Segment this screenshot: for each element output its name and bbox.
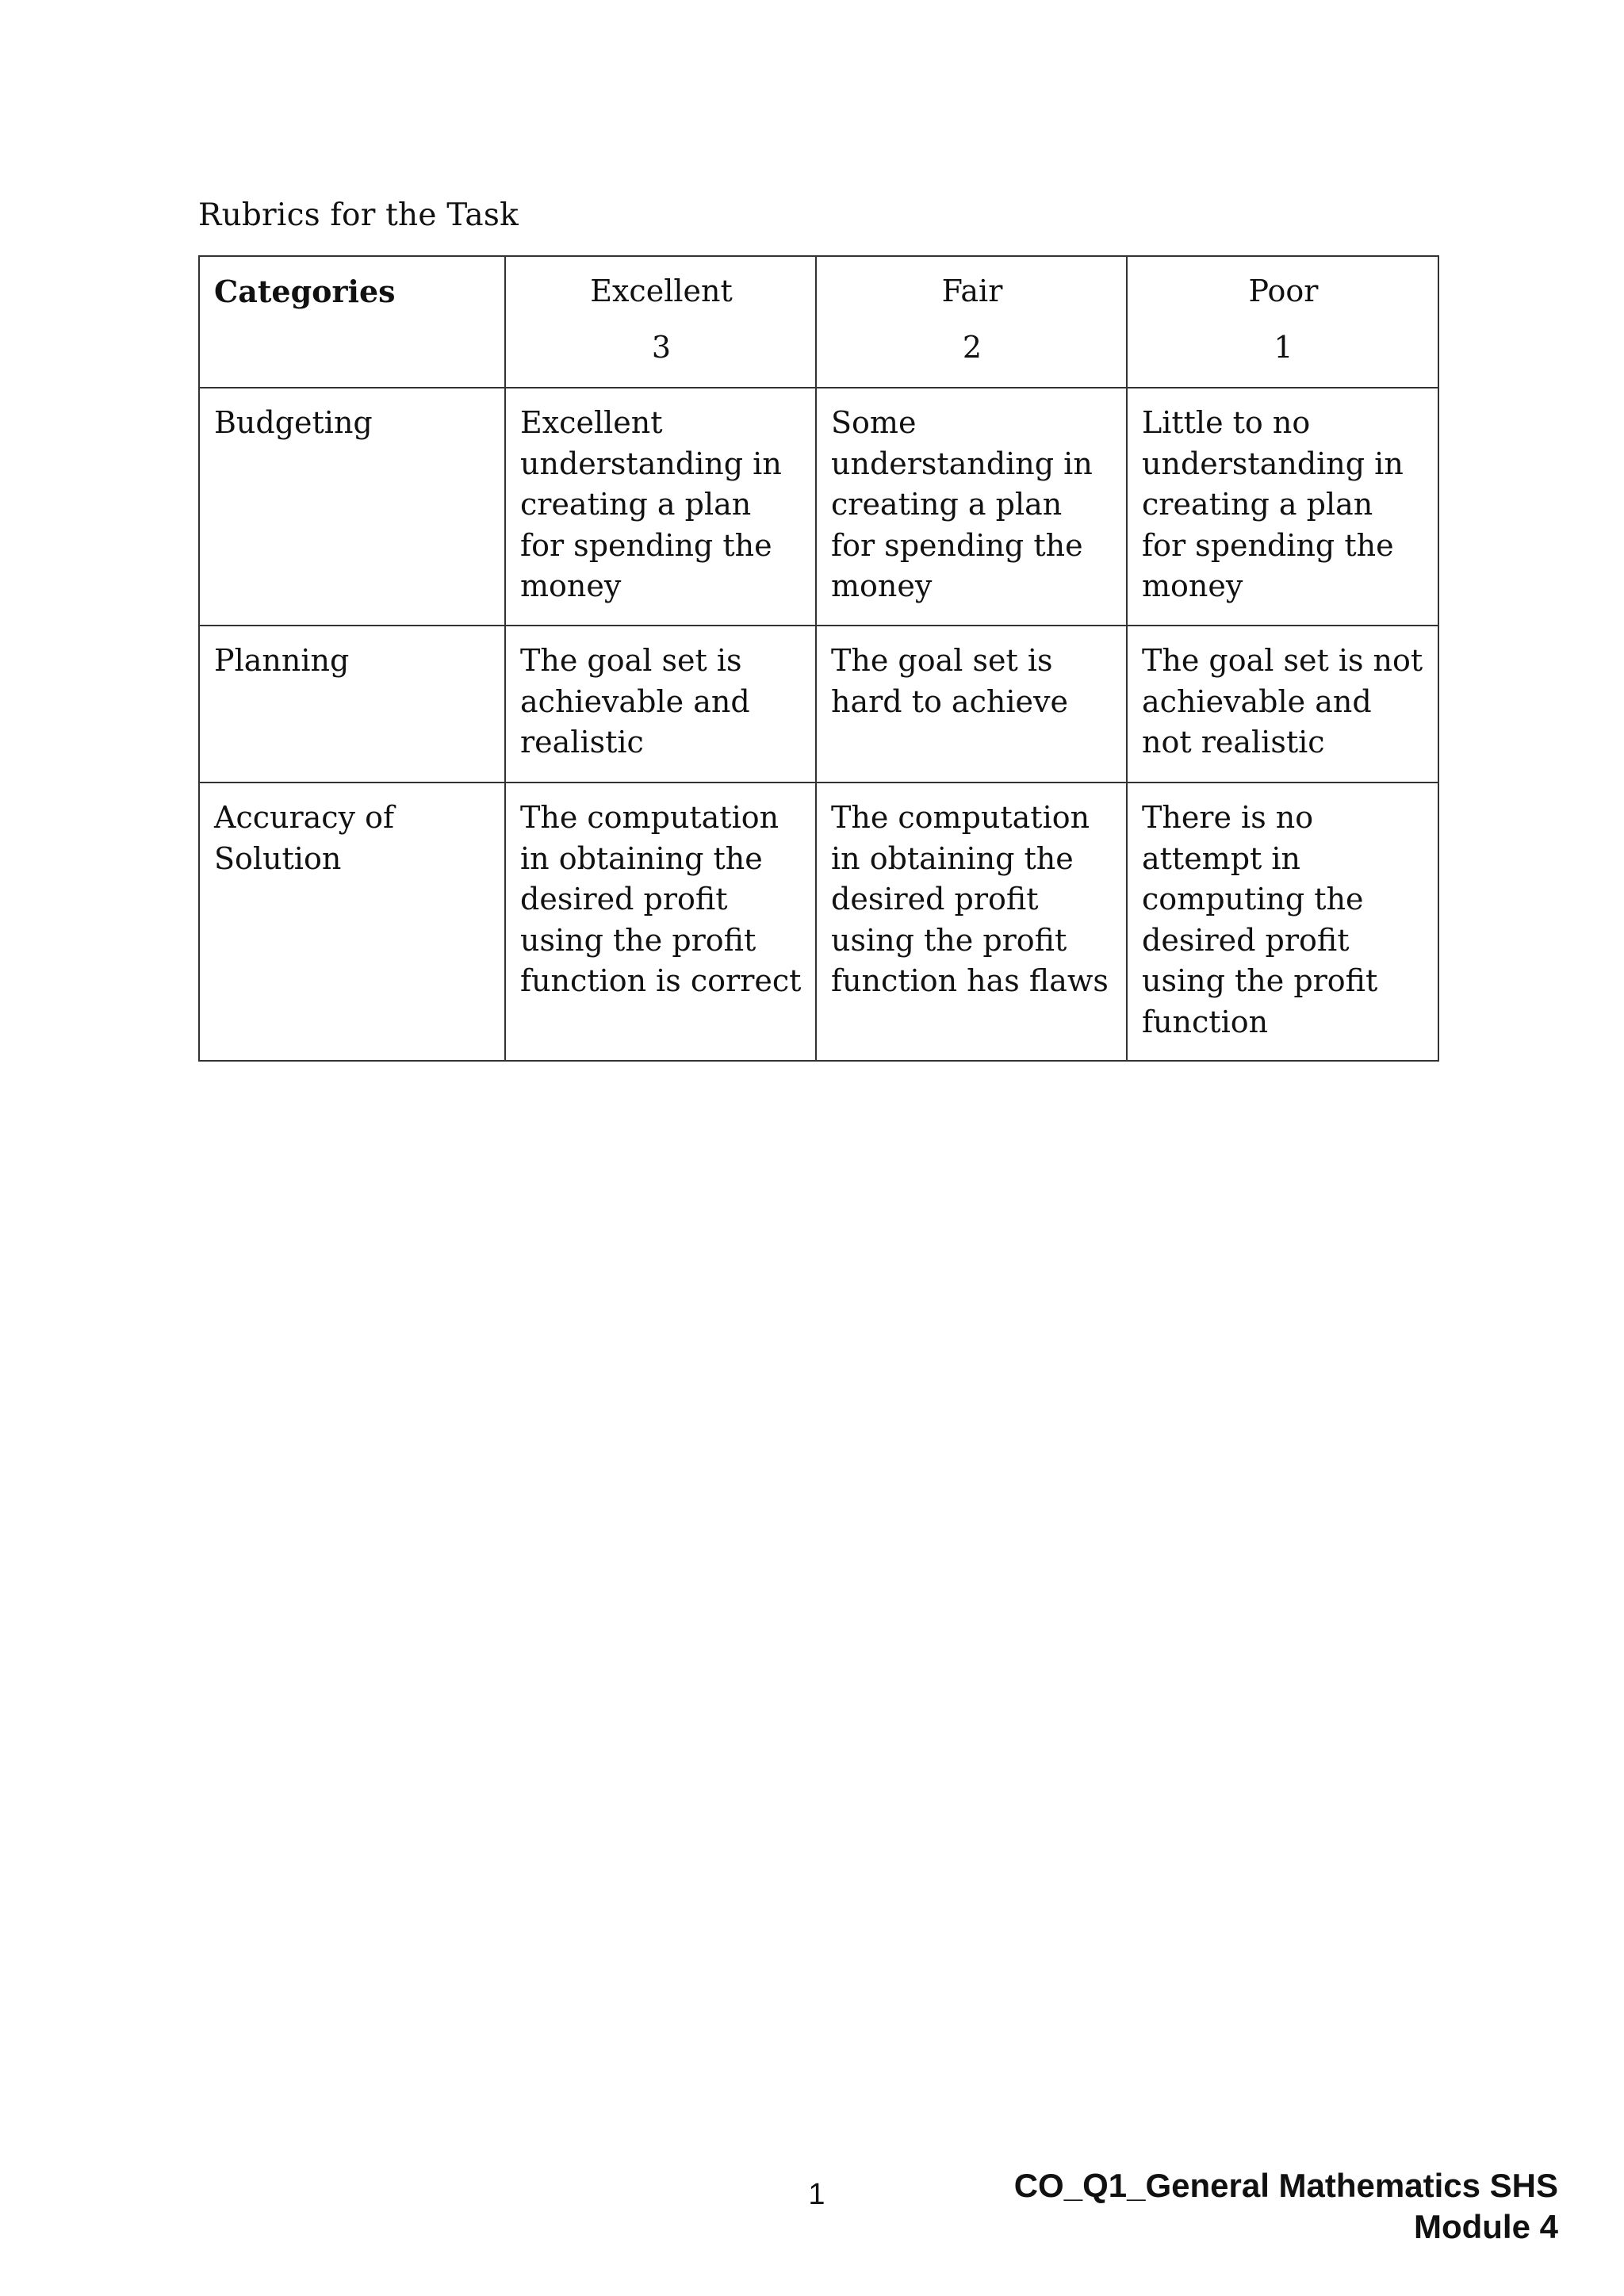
row-category-budgeting: Budgeting: [199, 388, 505, 626]
row-category-accuracy: Accuracy of Solution: [199, 783, 505, 1061]
level-name: Excellent: [590, 274, 733, 308]
table-cell: Some understanding in creating a plan for spending the money: [816, 388, 1127, 626]
level-score: 1: [1274, 329, 1293, 365]
table-row: [199, 388, 1438, 626]
table-cell: The computation in obtaining the desired profit using the profit function is correct: [505, 783, 816, 1061]
table-row: [199, 783, 1438, 1061]
level-name: Poor: [1248, 274, 1319, 308]
table-cell: There is no attempt in computing the desired profit using the profit function: [1127, 783, 1438, 1061]
table-cell: The goal set is not achievable and not realistic: [1127, 626, 1438, 783]
table-row: [199, 626, 1438, 783]
footer-module-code: [924, 2165, 1558, 2248]
table-cell: The goal set is achievable and realistic: [505, 626, 816, 783]
level-score: 2: [962, 329, 982, 365]
page-number: 1: [808, 2178, 825, 2211]
row-category-planning: Planning: [199, 626, 505, 783]
table-caption: Rubrics for the Task: [198, 197, 519, 233]
rubric-table: [198, 255, 1439, 1062]
header-categories: Categories: [199, 256, 505, 388]
header-level-excellent: [505, 256, 816, 388]
table-cell: Little to no understanding in creating a plan for spending the money: [1127, 388, 1438, 626]
table-cell: The computation in obtaining the desired profit using the profit function has flaws: [816, 783, 1127, 1061]
footer-module-line: Module 4: [1413, 2208, 1558, 2245]
header-level-fair: [816, 256, 1127, 388]
table-cell: The goal set is hard to achieve: [816, 626, 1127, 783]
table-header-row: [199, 256, 1438, 388]
table-cell: Excellent understanding in creating a plan for spending the money: [505, 388, 816, 626]
level-name: Fair: [941, 274, 1003, 308]
level-score: 3: [651, 329, 672, 365]
header-level-poor: [1127, 256, 1438, 388]
footer-code-line: CO_Q1_General Mathematics SHS: [1013, 2167, 1558, 2204]
